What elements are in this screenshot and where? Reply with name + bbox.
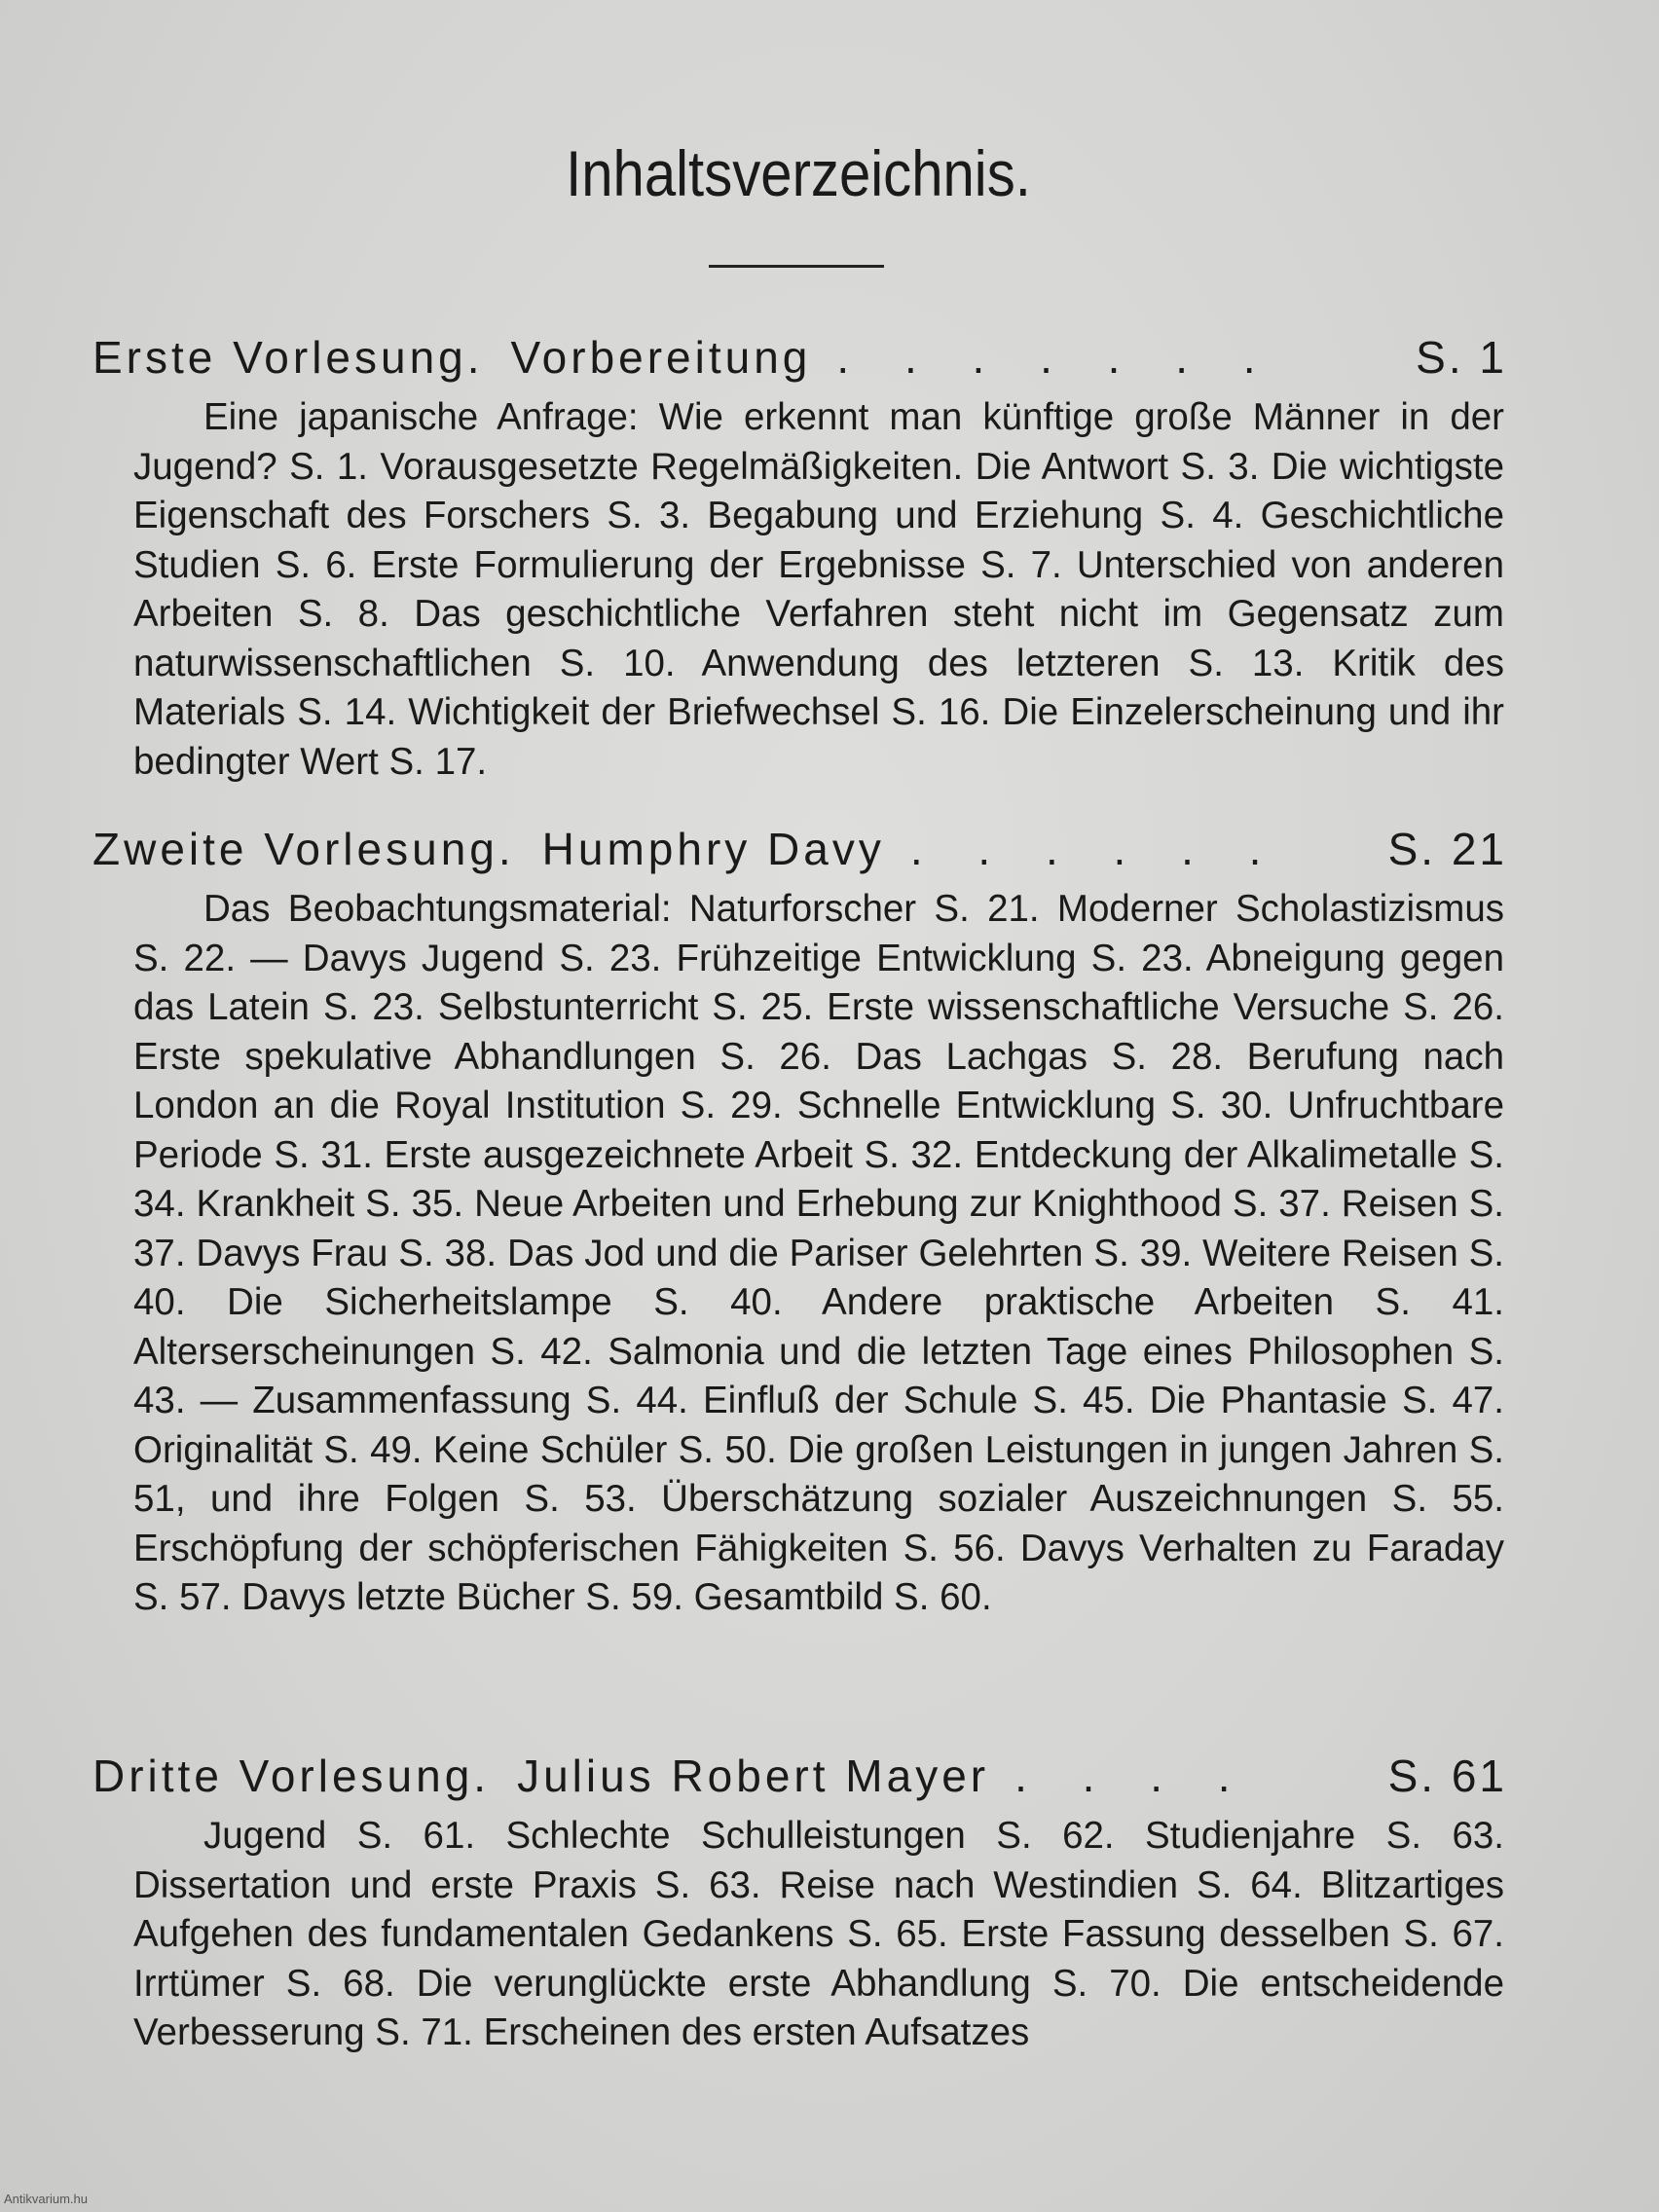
toc-section-3 [92,1750,1507,2058]
lecture-label: Zweite Vorlesung. [92,824,515,874]
watermark: Antikvarium.hu [4,2192,88,2206]
lecture-topic: Vorbereitung [510,332,812,383]
section-summary: Eine japanische Anfrage: Wie erkennt man künftige große Männer in der Jugend? S. 1. Vorausgesetzte Regelmäßigkeiten. Die Antwort S. 3. Die wichtigste Eigenschaft des Forschers S. 3. Begabung und Erziehung S. 4. Geschichtliche Studien S. 6. Erste Formulierung der Ergebnisse S. 7. Unterschied von anderen Arbeiten S. 8. Das geschichtliche Verfahren steht nicht im Gegensatz zum naturwissenschaftlichen S. 10. Anwendung des letzteren S. 13. Kritik des Materials S. 14. Wichtigkeit der Briefwechsel S. 16. Die Einzelerscheinung und ihr bedingter Wert S. 17. [133,396,1504,783]
leader-dots: . . . . . . . [836,332,1277,383]
leader-dots: . . . . [1014,1751,1252,1801]
page-reference: S. 1 [1416,332,1507,383]
lecture-topic: Humphry Davy [541,824,885,874]
page-reference: S. 61 [1387,1751,1507,1801]
leader-dots: . . . . . . [909,824,1283,874]
section-heading [92,331,1507,384]
toc-section-1 [92,331,1507,787]
title-rule [709,265,884,268]
section-heading [92,823,1507,875]
toc-section-2 [92,823,1507,1623]
lecture-label: Dritte Vorlesung. [92,1751,491,1801]
lecture-topic: Julius Robert Mayer [517,1751,990,1801]
page-reference: S. 21 [1387,824,1507,874]
page-title: Inhaltsverzeichnis. [566,137,1031,209]
section-summary: Jugend S. 61. Schlechte Schulleistungen S. 62. Studienjahre S. 63. Dissertation und erste Praxis S. 63. Reise nach Westindien S. 64. Blitzartiges Aufgehen des fundamentalen Gedankens S. 65. Erste Fassung desselben S. 67. Irrtümer S. 68. Die verunglückte erste Abhandlung S. 70. Die entscheidende Verbesserung S. 71. Erscheinen des ersten Aufsatzes [133,1815,1504,2053]
lecture-label: Erste Vorlesung. [92,332,484,383]
section-heading [92,1750,1507,1802]
section-summary: Das Beobachtungsmaterial: Naturforscher S. 21. Moderner Scholastizismus S. 22. — Davys Jugend S. 23. Frühzeitige Entwicklung S. 23. Abneigung gegen das Latein S. 23. Selbstunterricht S. 25. Erste wissenschaftliche Versuche S. 26. Erste spekulative Abhandlungen S. 26. Das Lachgas S. 28. Berufung nach London an die Royal Institution S. 29. Schnelle Entwicklung S. 30. Unfruchtbare Periode S. 31. Erste ausgezeichnete Arbeit S. 32. Entdeckung der Alkalimetalle S. 34. Krankheit S. 35. Neue Arbeiten und Erhebung zur Knighthood S. 37. Reisen S. 37. Davys Frau S. 38. Das Jod und die Pariser Gelehrten S. 39. Weitere Reisen S. 40. Die Sicherheitslampe S. 40. Andere praktische Arbeiten S. 41. Alterserscheinungen S. 42. Salmonia und die letzten Tage eines Philosophen S. 43. — Zusammenfassung S. 44. Einfluß der Schule S. 45. Die Phantasie S. 47. Originalität S. 49. Keine Schüler S. 50. Die großen Leistungen in jungen Jahren S. 51, und ihre Folgen S. 53. Überschätzung sozialer Auszeichnungen S. 55. Erschöpfung der schöpferischen Fähigkeiten S. 56. Davys Verhalten zu Faraday S. 57. Davys letzte Bücher S. 59. Gesamtbild S. 60. [133,888,1504,1618]
